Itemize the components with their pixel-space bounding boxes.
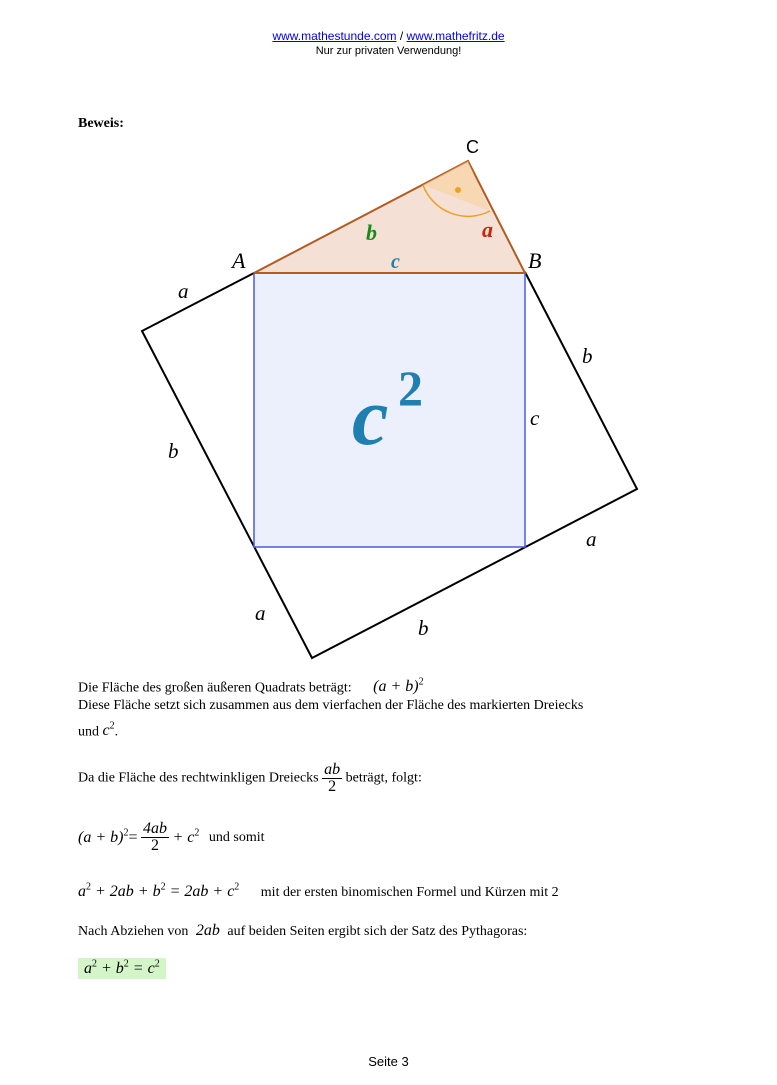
fraction-ab-over-2: $\frac{ab}{2}$ (324, 761, 341, 795)
term-2ab: 2ab (195, 922, 220, 939)
fraction-4ab-over-2: $\frac{4ab}{2}$ (142, 820, 167, 854)
text-line-triangle-area: Da die Fläche des rechtwinkligen Dreiecks $\frac{ab}{2}$ beträgt, folgt: (78, 761, 422, 795)
triangle-side-a-label: a (482, 217, 493, 242)
outer-side-a-bottomleft: a (255, 601, 266, 625)
section-heading: Beweis: (78, 116, 124, 131)
outer-side-a-topleft: a (178, 279, 189, 303)
square-exponent-label: 2 (398, 360, 423, 416)
pythagoras-result: $a^2 + b^2 = c^2$ (78, 959, 166, 978)
inner-square (254, 273, 525, 547)
vertex-c-label: C (466, 137, 479, 157)
outer-side-b-bottom: b (418, 616, 429, 640)
triangle-side-c-label: c (391, 251, 400, 273)
vertex-b-label: B (528, 248, 542, 273)
text-line-composition: Diese Fläche setzt sich zusammen aus dem vierfachen der Fläche des markierten Dreiecks (78, 698, 584, 713)
text-line-and-c2: und $c^2$. (78, 721, 119, 740)
c2-term: $c^2$ (102, 721, 115, 740)
text-line-outer-area (78, 677, 424, 696)
right-angle-dot (455, 187, 461, 193)
vertex-a-label: A (232, 248, 246, 273)
square-c-label: c (352, 371, 389, 462)
outer-side-b-left: b (168, 439, 179, 463)
inner-side-c-right: c (530, 406, 540, 430)
outer-area-formula: $(a + b)^2$ (373, 677, 424, 696)
equation-line-2: $a^2 + 2ab + b^2 = 2ab + c^2$ mit der ersten binomischen Formel und Kürzen mit 2 (78, 882, 559, 901)
outer-side-b-right: b (582, 344, 593, 368)
equation-line-1: $(a + b)^2=$ $\frac{4ab}{2}$ + $c^2$ und somit (78, 820, 265, 854)
link-mathestunde[interactable]: www.mathestunde.com (272, 29, 397, 43)
link-mathefritz[interactable]: www.mathefritz.de (406, 29, 505, 43)
text-line-subtract: Nach Abziehen von 2ab auf beiden Seiten ergibt sich der Satz des Pythagoras: (78, 922, 528, 939)
page-number: Seite 3 (368, 1054, 409, 1069)
header-separator: / (396, 29, 407, 43)
header-note: Nur zur privaten Verwendung! (315, 45, 462, 57)
outer-side-a-bottomright: a (586, 527, 597, 551)
outer-area-text: Die Fläche des großen äußeren Quadrats beträgt: (78, 680, 352, 696)
triangle-side-b-label: b (366, 220, 377, 245)
